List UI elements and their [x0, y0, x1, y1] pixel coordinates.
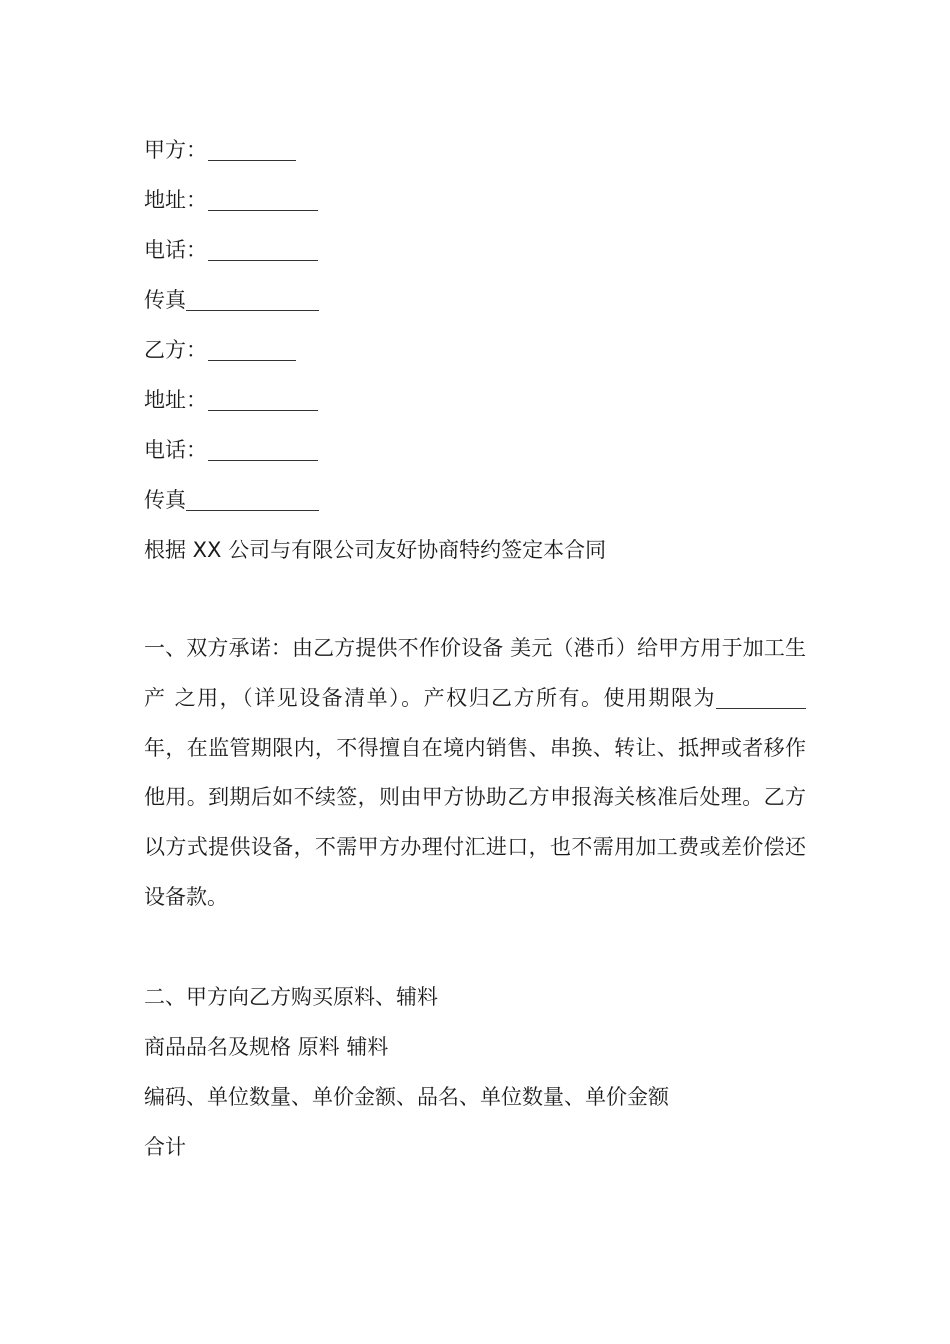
party-b-phone-label: 电话：	[144, 438, 207, 462]
section-2-heading: 二、甲方向乙方购买原料、辅料	[144, 985, 438, 1009]
party-a-phone-line	[144, 225, 806, 275]
party-a-fax-blank[interactable]	[186, 288, 319, 311]
section-1-text-a: 一、双方承诺：由乙方提供不作价设备 美元（港币）给甲方用于加工生产 之用，（详见设备清单）。产权归乙方所有。使用期限为	[144, 636, 806, 710]
party-a-fax-line	[144, 275, 806, 325]
party-b-address-blank[interactable]	[208, 388, 318, 411]
usage-years-blank-b[interactable]	[784, 686, 806, 709]
party-a-name-line	[144, 125, 806, 175]
contract-intro: 根据 XX 公司与有限公司友好协商特约签定本合同	[144, 538, 607, 562]
party-a-fax-label: 传真	[144, 288, 186, 312]
party-b-address-label: 地址：	[144, 388, 207, 412]
party-a-phone-label: 电话：	[144, 238, 207, 262]
party-a-address-blank[interactable]	[208, 188, 318, 211]
party-b-phone-line	[144, 425, 806, 475]
party-b-name-label: 乙方：	[144, 338, 207, 362]
section-2-goods-line: 商品品名及规格 原料 辅料	[144, 1035, 389, 1059]
party-a-name-label: 甲方：	[144, 138, 207, 162]
section-2-columns-line: 编码、单位数量、单价金额、品名、单位数量、单价金额	[144, 1085, 669, 1109]
party-a-name-blank[interactable]	[208, 138, 296, 161]
section-1-text-b: 年，在监管期限内，不得擅自在境内销售、串换、转让、抵押或者移作他用。到期后如不续签，则由甲方协助乙方申报海关核准后处理。乙方以方式提供设备，不需甲方办理付汇进口，也不需用加工费或差价偿还设备款。	[144, 735, 806, 909]
party-b-section	[144, 325, 806, 525]
party-a-phone-blank[interactable]	[208, 238, 318, 261]
party-a-address-line	[144, 175, 806, 225]
section-2-total-line: 合计	[144, 1135, 186, 1159]
section-1-commitment	[144, 624, 806, 923]
party-b-address-line	[144, 375, 806, 425]
party-b-phone-blank[interactable]	[208, 438, 318, 461]
party-b-name-blank[interactable]	[208, 338, 296, 361]
party-a-section	[144, 125, 806, 325]
usage-years-blank-a[interactable]	[716, 686, 784, 709]
section-2-purchase	[144, 972, 806, 1172]
party-b-name-line	[144, 325, 806, 375]
party-b-fax-blank[interactable]	[186, 488, 319, 511]
party-a-address-label: 地址：	[144, 188, 207, 212]
party-b-fax-line	[144, 475, 806, 525]
party-b-fax-label: 传真	[144, 488, 186, 512]
